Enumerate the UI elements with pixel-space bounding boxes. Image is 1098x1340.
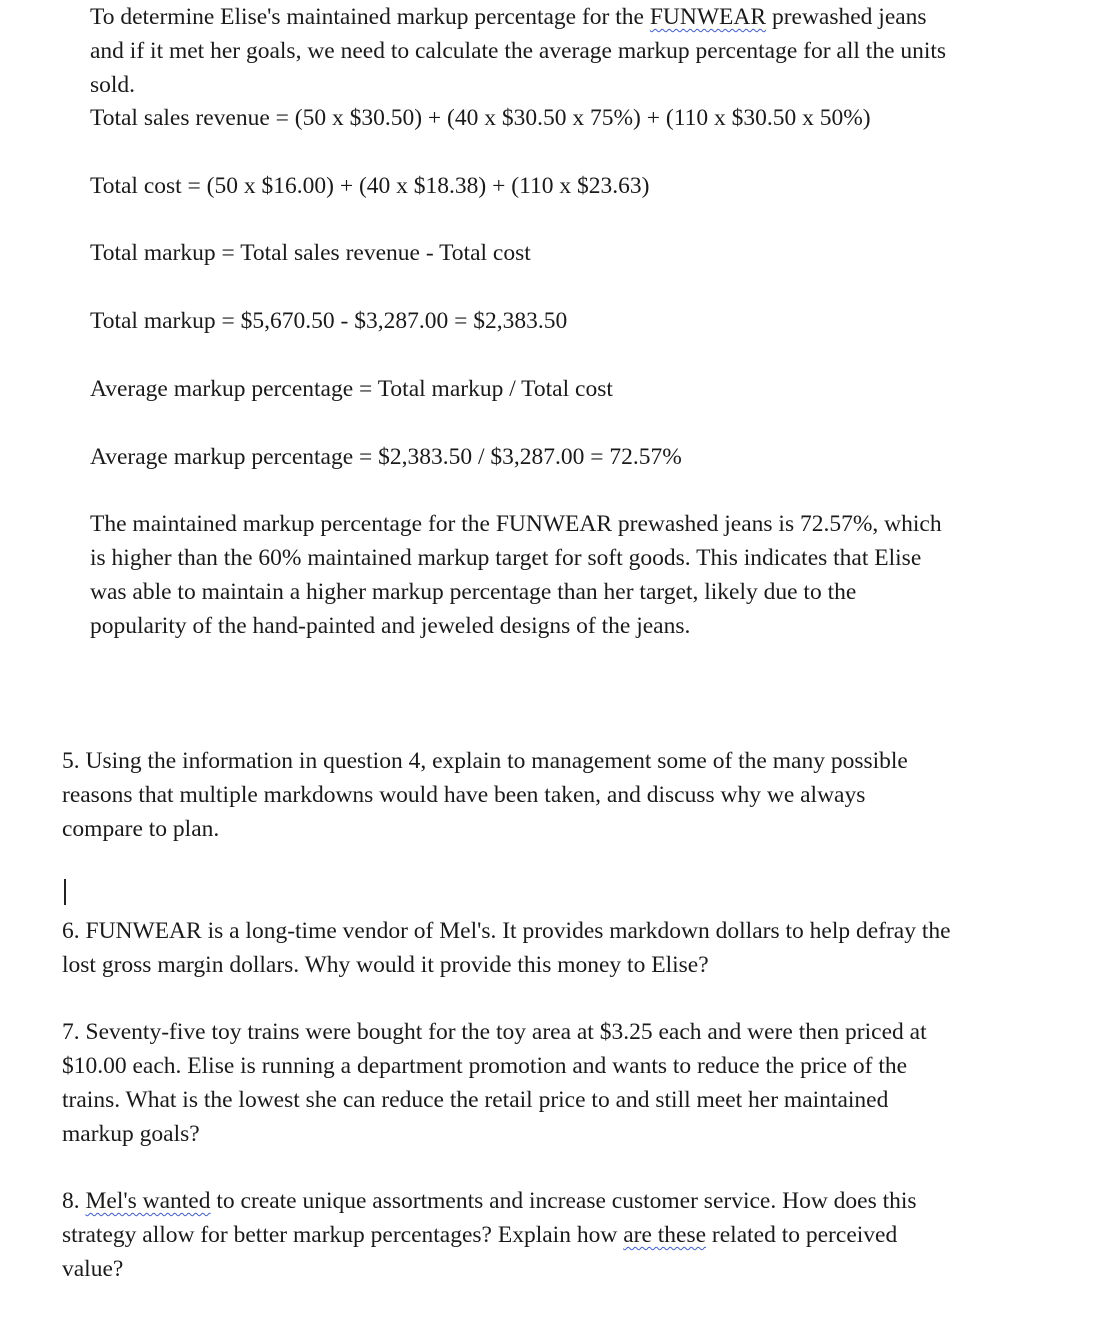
text-cursor[interactable] (64, 879, 66, 905)
question-5-line-1: 5. Using the information in question 4, explain to management some of the many possible (62, 748, 908, 774)
question-7-line-4: markup goals? (62, 1121, 200, 1147)
question-5 (62, 744, 908, 846)
total-markup-value-line: Total markup = $5,670.50 - $3,287.00 = $2,383.50 (90, 308, 568, 334)
conclusion-paragraph (90, 507, 942, 643)
intro-paragraph (90, 0, 946, 102)
question-5-line-3: compare to plan. (62, 816, 220, 842)
intro-line-1: To determine Elise's maintained markup percentage for the FUNWEAR prewashed jeans (90, 4, 927, 30)
question-5-line-2: reasons that multiple markdowns would have been taken, and discuss why we always (62, 782, 866, 808)
conclusion-line-2: is higher than the 60% maintained markup target for soft goods. This indicates that Elise (90, 545, 922, 571)
question-7 (62, 1015, 927, 1151)
conclusion-line-1: The maintained markup percentage for the FUNWEAR prewashed jeans is 72.57%, which (90, 511, 942, 537)
question-8-line-2: strategy allow for better markup percentages? Explain how are these related to perceived (62, 1222, 898, 1248)
question-6 (62, 914, 951, 982)
avg-markup-formula-line: Average markup percentage = Total markup / Total cost (90, 376, 613, 402)
intro-line-2: and if it met her goals, we need to calculate the average markup percentage for all the units (90, 38, 947, 64)
question-8-line-3: value? (62, 1256, 124, 1282)
conclusion-line-4: popularity of the hand-painted and jeweled designs of the jeans. (90, 613, 691, 639)
grammar-flag[interactable]: are these (623, 1222, 707, 1248)
question-6-line-1: 6. FUNWEAR is a long-time vendor of Mel's. It provides markdown dollars to help defray the (62, 918, 951, 944)
grammar-flag[interactable]: Mel's wanted (85, 1188, 211, 1214)
question-7-line-2: $10.00 each. Elise is running a department promotion and wants to reduce the price of the (62, 1053, 908, 1079)
question-6-line-2: lost gross margin dollars. Why would it provide this money to Elise? (62, 952, 709, 978)
avg-markup-value-line: Average markup percentage = $2,383.50 / $3,287.00 = 72.57% (90, 444, 682, 470)
spellcheck-flag[interactable]: FUNWEAR (649, 4, 767, 30)
intro-line-3: sold. (90, 72, 136, 98)
question-8-line-1: 8. Mel's wanted to create unique assortments and increase customer service. How does this (62, 1188, 917, 1214)
conclusion-line-3: was able to maintain a higher markup percentage than her target, likely due to the (90, 579, 857, 605)
total-sales-revenue-line: Total sales revenue = (50 x $30.50) + (40 x $30.50 x 75%) + (110 x $30.50 x 50%) (90, 105, 871, 131)
question-8 (62, 1184, 917, 1286)
question-7-line-1: 7. Seventy-five toy trains were bought for the toy area at $3.25 each and were then priced at (62, 1019, 927, 1045)
total-markup-formula-line: Total markup = Total sales revenue - Total cost (90, 240, 531, 266)
total-cost-line: Total cost = (50 x $16.00) + (40 x $18.38) + (110 x $23.63) (90, 173, 650, 199)
question-7-line-3: trains. What is the lowest she can reduce the retail price to and still meet her maintained (62, 1087, 889, 1113)
